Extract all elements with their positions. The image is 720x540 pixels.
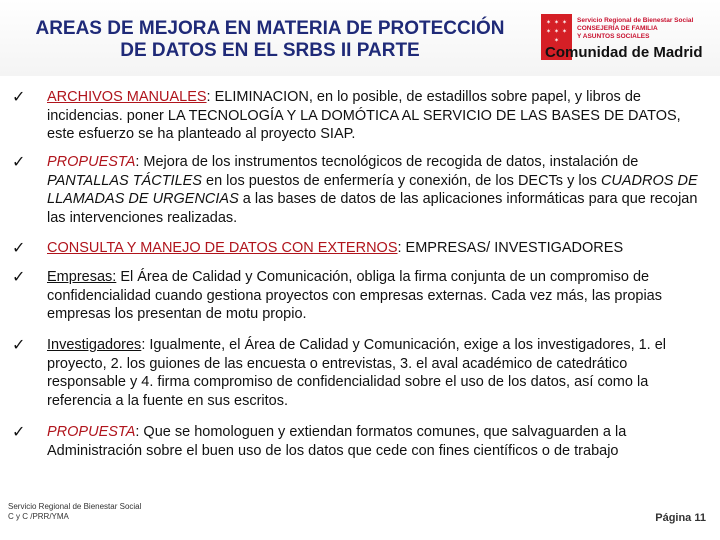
bullet-text: PROPUESTA: Mejora de los instrumentos tecnológicos de recogida de datos, instalación de PANTALLAS TÁCTILES en los puestos de enfermería y conexión, de los DECTs y los CUADROS DE LLAMADAS DE URGENCIAS a las bases de datos de las aplicaciones informáticas para que recojan las intervenciones realizadas. bbox=[47, 154, 698, 226]
footer-org bbox=[8, 502, 141, 522]
bullet-text: CONSULTA Y MANEJO DE DATOS CON EXTERNOS: EMPRESAS/ INVESTIGADORES bbox=[47, 240, 624, 256]
bullet-lead: CONSULTA Y MANEJO DE DATOS CON EXTERNOS bbox=[47, 240, 398, 256]
bullet-lead: Empresas: bbox=[47, 269, 117, 285]
title-line-2: DE DATOS EN EL SRBS II PARTE bbox=[120, 40, 420, 61]
madrid-flag-icon: ✶ ✶ ✶ ✶ ✶ ✶ ✶ bbox=[541, 14, 572, 60]
footer-org-line-2: C y C /PRR/YMA bbox=[8, 512, 69, 521]
check-mark-icon: ✓ bbox=[12, 87, 26, 106]
slide-title bbox=[10, 18, 530, 62]
bullet-text: PROPUESTA: Que se homologuen y extiendan formatos comunes, que salvaguarden a la Administración sobre el buen uso de los datos que cede con fines científicos o de trabajo bbox=[47, 424, 627, 459]
bullet-text: ARCHIVOS MANUALES: ELIMINACION, en lo posible, de estadillos sobre papel, y libros de incidencias. poner LA TECNOLOGÍA Y LA DOMÓTICA AL SERVICIO DE LAS BASES DE DATOS, este esfuerzo se ha planteado al proyecto SIAP. bbox=[47, 89, 681, 142]
check-mark-icon: ✓ bbox=[12, 335, 26, 354]
footer-org-line-1: Servicio Regional de Bienestar Social bbox=[8, 502, 142, 511]
check-mark-icon: ✓ bbox=[12, 152, 26, 171]
bullet-text: Investigadores: Igualmente, el Área de Calidad y Comunicación, exige a los investigadores, 1. el proyecto, 2. los guiones de las encuesta o entrevistas, 3. el aval académico de catedrático responsable y 4. firma compromiso de confidencialidad sobre el uso de los datos, así como la referencia a la fuente en sus escritos. bbox=[47, 337, 667, 409]
bullet-lead: ARCHIVOS MANUALES bbox=[47, 89, 207, 105]
bullet-lead: Investigadores bbox=[47, 337, 142, 353]
logo-dept-line-1: CONSEJERÍA DE FAMILIA bbox=[577, 25, 658, 32]
logo-org-name: Servicio Regional de Bienestar Social bbox=[577, 17, 694, 24]
logo-brand-name: Comunidad de Madrid bbox=[545, 44, 703, 61]
title-line-1: AREAS DE MEJORA EN MATERIA DE PROTECCIÓN bbox=[35, 18, 505, 39]
check-mark-icon: ✓ bbox=[12, 422, 26, 441]
page-number: Página 11 bbox=[655, 512, 706, 524]
comunidad-madrid-logo bbox=[541, 14, 720, 66]
check-mark-icon: ✓ bbox=[12, 238, 26, 257]
check-mark-icon: ✓ bbox=[12, 267, 26, 286]
logo-dept-line-2: Y ASUNTOS SOCIALES bbox=[577, 33, 650, 40]
bullet-lead: PROPUESTA bbox=[47, 154, 136, 170]
bullet-text: Empresas: El Área de Calidad y Comunicación, obliga la firma conjunta de un compromiso de confidencialidad cuando gestiona proyectos con empresas externas. Cada vez más, las propias empresas los presentan de motu propio. bbox=[47, 269, 662, 322]
slide-header bbox=[0, 0, 720, 76]
bullet-lead: PROPUESTA bbox=[47, 424, 136, 440]
